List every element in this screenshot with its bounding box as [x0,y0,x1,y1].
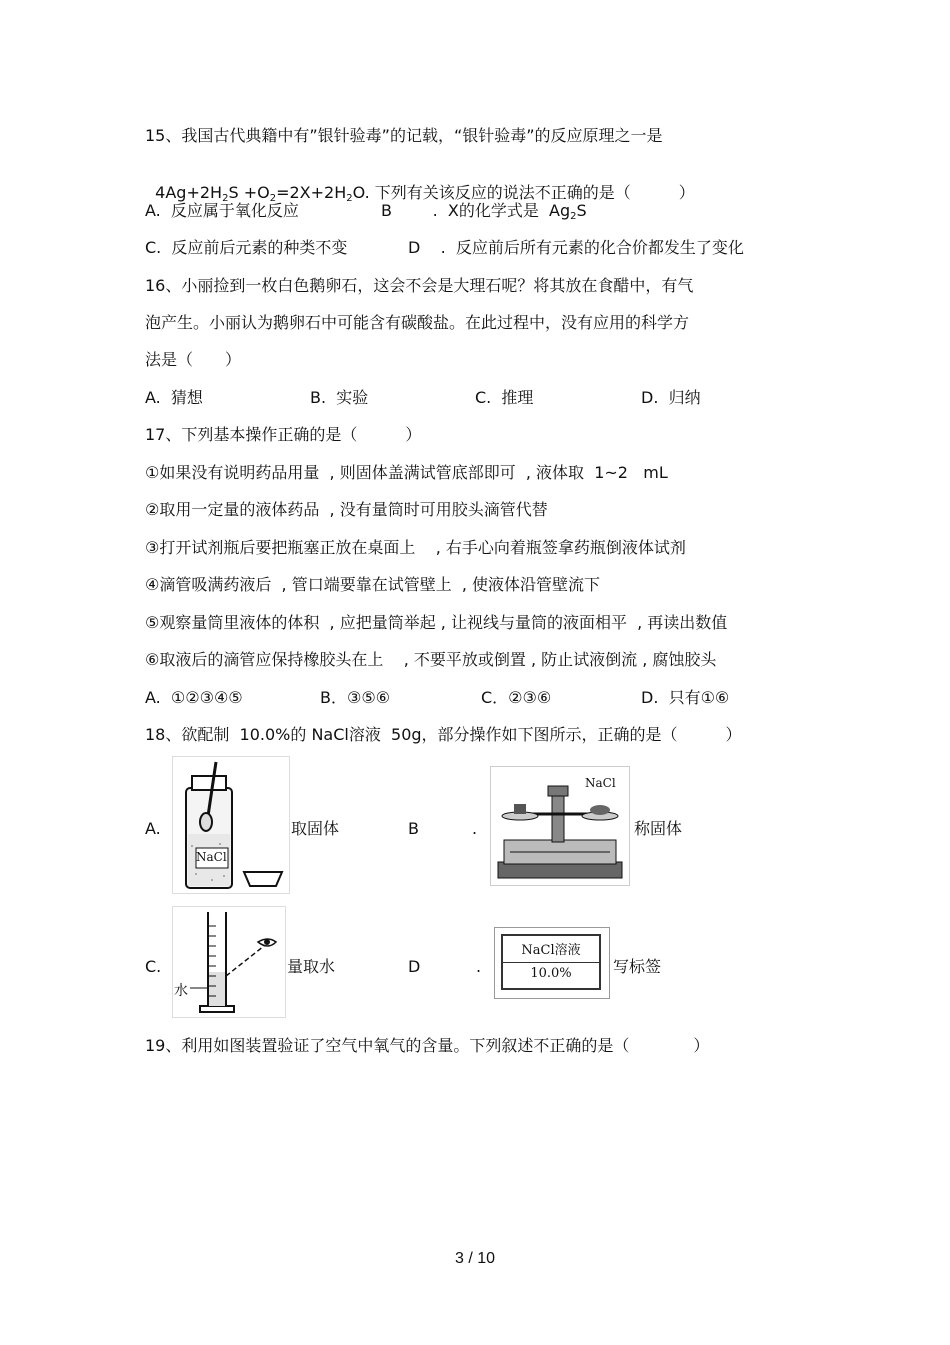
q17-statement-1: ①如果没有说明药品用量 , 则固体盖满试管底部即可 , 液体取 1~2 mL [145,463,668,482]
q15-option-c: C. 反应前后元素的种类不变 [145,238,348,257]
q18-option-b-dot: . [472,819,478,838]
q16-stem-3: 法是（ ） [145,350,242,369]
q18-image-d-label-1: NaCl溶液 [521,943,581,958]
page-number: 3 / 10 [454,1250,496,1267]
q17-statement-5: ⑤观察量筒里液体的体积 , 应把量筒举起 , 让视线与量筒的液面相平 , 再读出数值 [145,613,728,632]
q18-option-b-letter: B [408,819,419,838]
q18-stem: 18、欲配制 10.0%的 NaCl溶液 50g，部分操作如下图所示，正确的是（ ） [145,725,742,744]
q16-option-c: C. 推理 [475,388,534,407]
q19-stem: 19、利用如图装置验证了空气中氧气的含量。下列叙述不正确的是（ ） [145,1036,710,1055]
q16-stem-2: 泡产生。小丽认为鹅卵石中可能含有碳酸盐。在此过程中，没有应用的科学方 [145,313,690,332]
q17-stem: 17、下列基本操作正确的是（ ） [145,425,422,444]
q15-question: . 下列有关该反应的说法不正确的是（ ） [364,183,695,202]
q15-option-b [381,201,587,227]
q18-option-d-letter: D [408,957,421,976]
q16-option-a: A. 猜想 [145,388,203,407]
q17-option-b: B．③⑤⑥ [320,688,391,707]
q15-option-b-tail: S [576,201,587,220]
q18-image-d [494,927,610,999]
q18-option-d-text: 写标签 [613,957,662,976]
q15-option-b-sub: 2 [570,211,577,222]
q15-eq-sub: 2 [346,193,353,204]
q17-statement-4: ④滴管吸满药液后 , 管口端要靠在试管壁上 , 使液体沿管壁流下 [145,575,601,594]
q18-image-c [172,906,286,1018]
q17-statement-6: ⑥取液后的滴管应保持橡胶头在上 , 不要平放或倒置 , 防止试液倒流 , 腐蚀胶头 [145,650,717,669]
q18-image-a-label: NaCl [196,850,227,864]
graduated-cylinder-icon [172,906,286,1018]
q15-eq-part: O [352,183,365,202]
label-frame [501,934,601,990]
label-divider [503,962,599,963]
q18-image-a [172,756,290,894]
q17-option-c: C．②③⑥ [481,688,552,707]
q16-stem-1: 16、小丽捡到一枚白色鹅卵石，这会不会是大理石呢？将其放在食醋中，有气 [145,276,694,295]
q18-option-c-text: 量取水 [287,957,336,976]
q15-eq-part: 4Ag+2H [155,183,223,202]
q18-option-a-letter: A. [145,819,161,838]
q18-option-a-text: 取固体 [291,819,340,838]
q15-eq-sub: 2 [222,193,229,204]
q18-image-d-label-2: 10.0% [530,966,572,981]
reagent-bottle-spoon-icon [172,756,290,894]
q15-eq-sub: 2 [269,193,277,204]
q15-stem: 15、我国古代典籍中有”银针验毒”的记载，“银针验毒”的反应原理之一是 [145,126,663,145]
q16-option-d: D. 归纳 [641,388,701,407]
q15-option-a: A. 反应属于氧化反应 [145,201,299,220]
q18-option-c-letter: C. [145,957,162,976]
q18-option-d-dot: . [476,957,482,976]
q15-option-b-text: B . X的化学式是 Ag [381,201,571,220]
q15-eq-part: =2X+2H [276,183,347,202]
q17-statement-2: ②取用一定量的液体药品 , 没有量筒时可用胶头滴管代替 [145,500,548,519]
q18-image-b [490,766,630,886]
q17-option-d: D. 只有①⑥ [641,688,730,707]
q18-image-b-label: NaCl [585,776,616,790]
q18-option-b-text: 称固体 [634,819,683,838]
q18-image-c-label: 水 [174,983,188,999]
q17-statement-3: ③打开试剂瓶后要把瓶塞正放在桌面上 , 右手心向着瓶签拿药瓶倒液体试剂 [145,538,686,557]
q15-option-d: D . 反应前后所有元素的化合价都发生了变化 [408,238,744,257]
q16-option-b: B. 实验 [310,388,369,407]
q15-eq-part: S +O [228,183,270,202]
q17-option-a: A. ①②③④⑤ [145,688,243,707]
